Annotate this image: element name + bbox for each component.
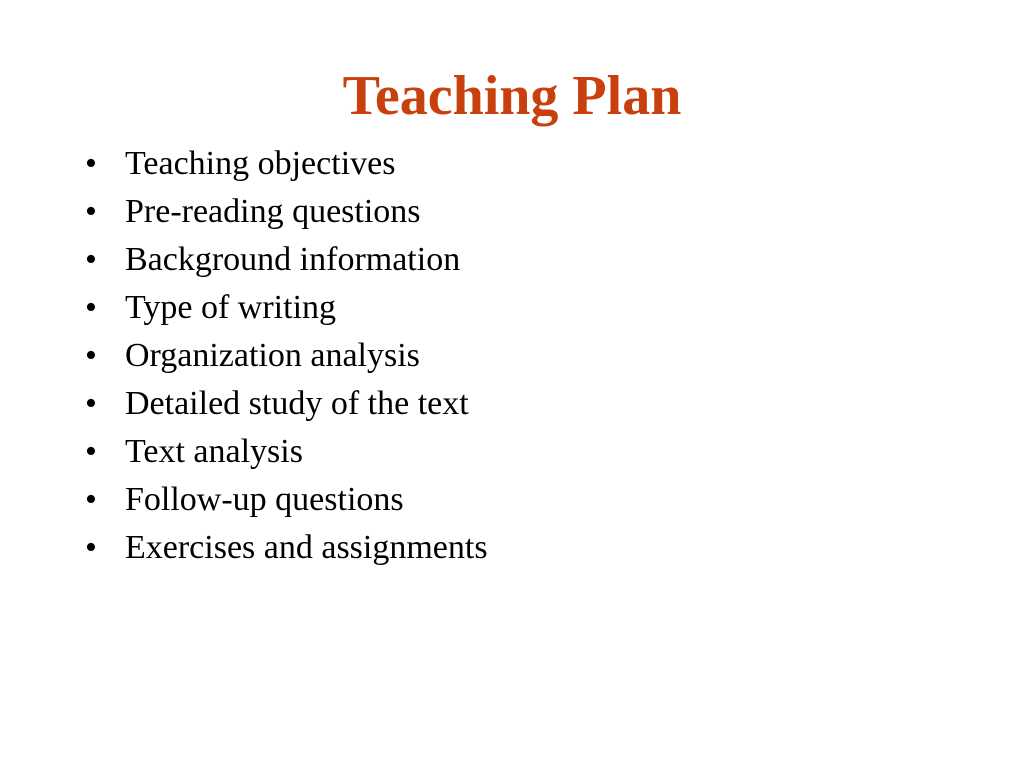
slide-title: Teaching Plan <box>342 65 682 127</box>
bullet-item <box>85 524 488 572</box>
bullet-text: Pre-reading questions <box>125 193 421 230</box>
bullet-item <box>85 140 488 188</box>
bullet-text: Type of writing <box>125 289 337 326</box>
bullet-dot-icon: • <box>85 289 97 326</box>
bullet-dot-icon: • <box>85 385 97 422</box>
bullet-text: Exercises and assignments <box>125 529 488 566</box>
bullet-item <box>85 476 488 524</box>
bullet-text: Teaching objectives <box>125 145 396 182</box>
bullet-dot-icon: • <box>85 193 97 230</box>
bullet-item <box>85 284 488 332</box>
bullet-text: Follow-up questions <box>125 481 404 518</box>
bullet-dot-icon: • <box>85 529 97 566</box>
bullet-dot-icon: • <box>85 433 97 470</box>
bullet-text: Text analysis <box>125 433 303 470</box>
bullet-dot-icon: • <box>85 241 97 278</box>
bullet-item <box>85 236 488 284</box>
bullet-dot-icon: • <box>85 481 97 518</box>
bullet-item <box>85 332 488 380</box>
bullet-text: Background information <box>125 241 461 278</box>
bullet-item <box>85 380 488 428</box>
bullet-item <box>85 188 488 236</box>
bullet-dot-icon: • <box>85 145 97 182</box>
bullet-item <box>85 428 488 476</box>
bullet-list <box>85 140 488 572</box>
bullet-text: Detailed study of the text <box>125 385 469 422</box>
bullet-text: Organization analysis <box>125 337 420 374</box>
bullet-dot-icon: • <box>85 337 97 374</box>
